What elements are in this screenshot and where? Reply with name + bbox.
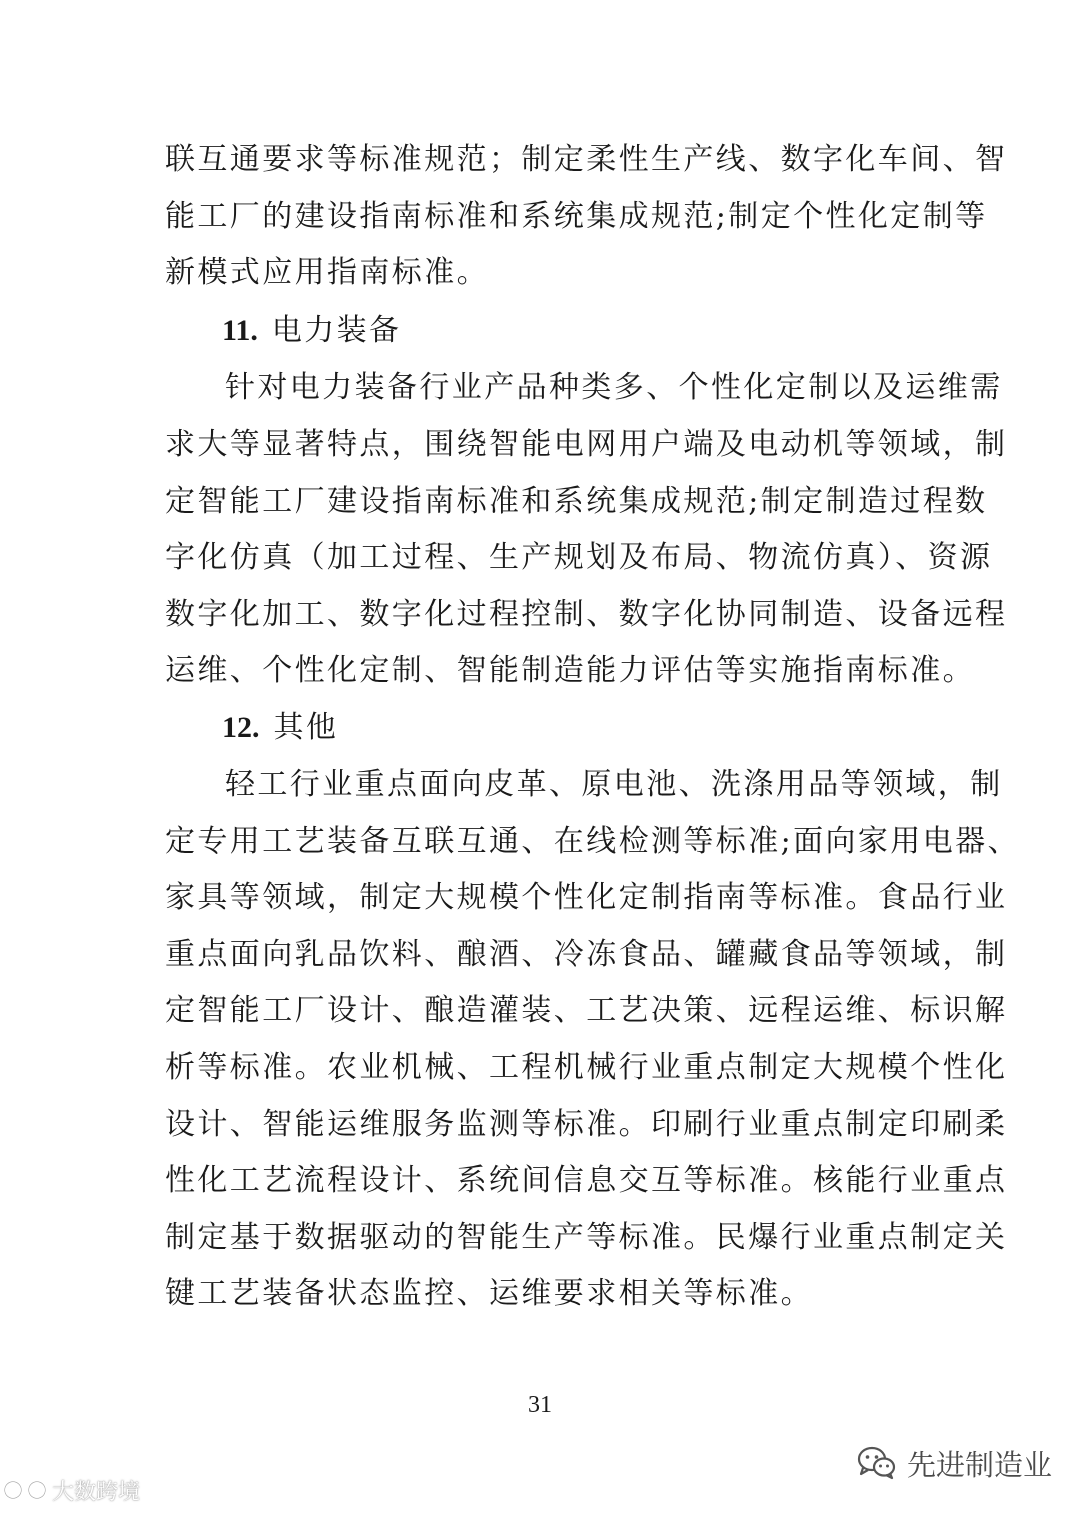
paragraph-line: 针对电力装备行业产品种类多、个性化定制以及运维需 <box>225 370 1003 405</box>
page-number: 31 <box>528 1392 552 1418</box>
paragraph-line: 定专用工艺装备互联互通、在线检测等标准;面向家用电器、 <box>165 824 1020 859</box>
paragraph-line: 求大等显著特点，围绕智能电网用户端及电动机等领域，制 <box>165 427 1008 462</box>
watermark-left <box>4 1470 140 1510</box>
section-title: 电力装备 <box>271 313 402 348</box>
paragraph-line: 性化工艺流程设计、系统间信息交互等标准。核能行业重点 <box>165 1163 1008 1198</box>
paragraph-line: 键工艺装备状态监控、运维要求相关等标准。 <box>165 1276 813 1311</box>
section-title: 其他 <box>273 710 339 745</box>
wechat-icon <box>857 1446 897 1480</box>
watermark-right-text: 先进制造业 <box>906 1447 1052 1482</box>
paragraph-line: 定智能工厂建设指南标准和系统集成规范;制定制造过程数 <box>165 484 988 519</box>
section-heading-11 <box>222 303 401 359</box>
paragraph-line: 设计、智能运维服务监测等标准。印刷行业重点制定印刷柔 <box>165 1107 1008 1142</box>
watermark-left-text: 大数跨境 <box>52 1479 141 1505</box>
paragraph-line: 重点面向乳品饮料、酿酒、冷冻食品、罐藏食品等领域，制 <box>165 937 1008 972</box>
paragraph-line: 运维、个性化定制、智能制造能力评估等实施指南标准。 <box>165 653 975 688</box>
paragraph-line: 数字化加工、数字化过程控制、数字化协同制造、设备远程 <box>165 597 1008 632</box>
section-number: 11. <box>222 314 258 347</box>
paragraph-line: 析等标准。农业机械、工程机械行业重点制定大规模个性化 <box>165 1050 1008 1085</box>
section-number: 12. <box>222 711 260 744</box>
paragraph-line: 定智能工厂设计、酿造灌装、工艺决策、远程运维、标识解 <box>165 993 1008 1028</box>
watermark-right <box>857 1438 1052 1488</box>
watermark-logo-icon <box>4 1475 48 1505</box>
paragraph-line: 家具等领域，制定大规模个性化定制指南等标准。食品行业 <box>165 880 1008 915</box>
section-heading-12 <box>222 700 338 756</box>
paragraph-line: 能工厂的建设指南标准和系统集成规范;制定个性化定制等 <box>165 199 988 234</box>
paragraph-line: 联互通要求等标准规范；制定柔性生产线、数字化车间、智 <box>165 142 1008 177</box>
paragraph-line: 轻工行业重点面向皮革、原电池、洗涤用品等领域，制 <box>225 767 1003 802</box>
paragraph-line: 新模式应用指南标准。 <box>165 255 489 290</box>
paragraph-line: 字化仿真（加工过程、生产规划及布局、物流仿真）、资源 <box>165 540 993 575</box>
paragraph-line: 制定基于数据驱动的智能生产等标准。民爆行业重点制定关 <box>165 1220 1008 1255</box>
